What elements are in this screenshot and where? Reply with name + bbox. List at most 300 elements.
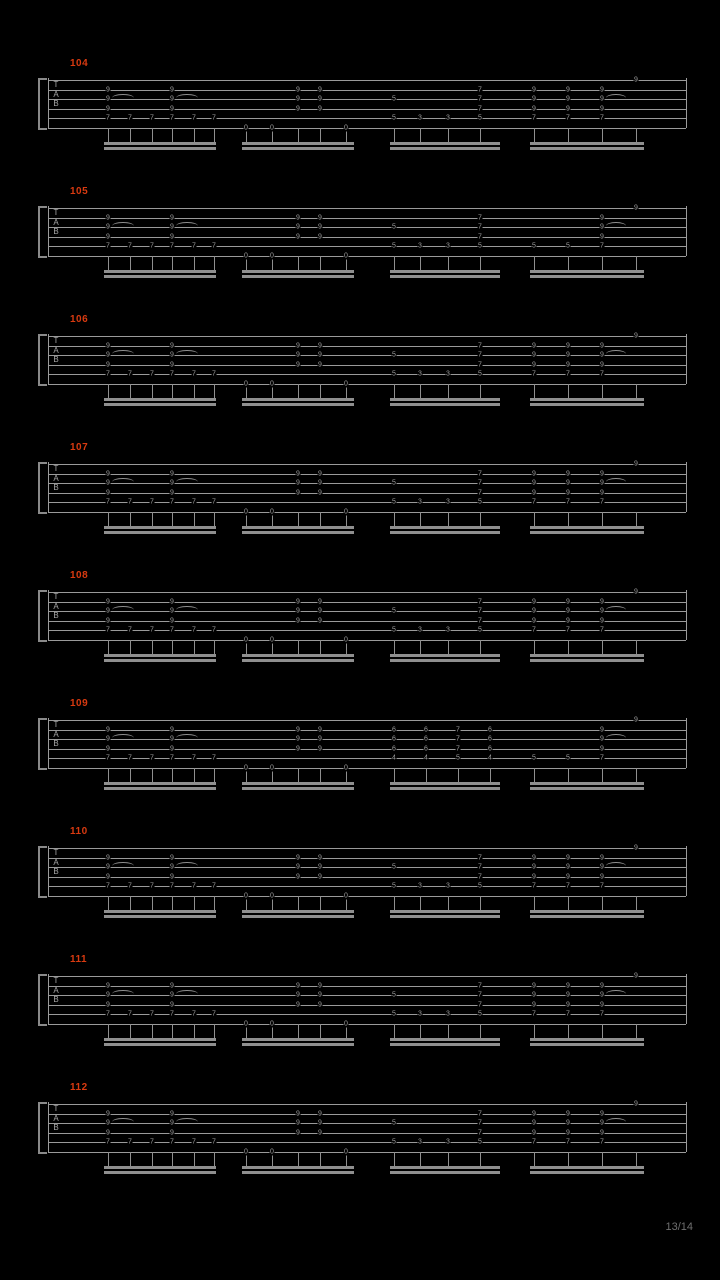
fret-number: 9	[634, 204, 638, 212]
fret-number: 3	[418, 626, 422, 634]
tab-clef-letter: B	[53, 739, 59, 749]
fret-number: 7	[532, 882, 536, 890]
fret-number: 9	[106, 214, 110, 222]
fret-number: 9	[296, 1001, 300, 1009]
note-stem	[214, 256, 215, 271]
fret-number: 0	[244, 1148, 248, 1156]
note-stem	[490, 768, 491, 783]
note-stem	[394, 384, 395, 399]
slur	[176, 862, 198, 870]
fret-number: 9	[106, 726, 110, 734]
beam	[104, 531, 216, 534]
note-stem	[534, 1152, 535, 1167]
fret-number: 9	[532, 863, 536, 871]
fret-number: 5	[532, 754, 536, 762]
fret-number: 7	[478, 361, 482, 369]
staff-line	[48, 365, 686, 366]
fret-number: 9	[600, 479, 604, 487]
fret-number: 0	[270, 764, 274, 772]
fret-number: 9	[170, 726, 174, 734]
staff-line	[48, 739, 686, 740]
staff-line	[48, 99, 686, 100]
fret-number: 6	[424, 745, 428, 753]
fret-number: 9	[634, 460, 638, 468]
note-stem	[298, 640, 299, 655]
fret-number: 9	[318, 214, 322, 222]
note-stem	[214, 384, 215, 399]
note-stem	[568, 512, 569, 527]
staff-line	[48, 464, 686, 465]
page-number: 13/14	[665, 1221, 693, 1233]
note-stem	[130, 512, 131, 527]
fret-number: 9	[600, 223, 604, 231]
fret-number: 5	[478, 882, 482, 890]
fret-number: 5	[478, 114, 482, 122]
fret-number: 5	[478, 370, 482, 378]
fret-number: 9	[318, 991, 322, 999]
measure-number: 106	[70, 314, 89, 325]
fret-number: 9	[106, 86, 110, 94]
fret-number: 7	[532, 1010, 536, 1018]
tab-clef-letter: B	[53, 227, 59, 237]
fret-number: 9	[296, 233, 300, 241]
beam	[390, 398, 500, 401]
slur	[112, 734, 134, 742]
fret-number: 7	[106, 1010, 110, 1018]
note-stem	[534, 384, 535, 399]
fret-number: 5	[392, 479, 396, 487]
note-stem	[636, 1152, 637, 1167]
note-stem	[602, 384, 603, 399]
beam	[390, 659, 500, 662]
beam	[530, 915, 644, 918]
system-bracket	[38, 334, 47, 386]
fret-number: 9	[106, 105, 110, 113]
fret-number: 9	[600, 470, 604, 478]
fret-number: 9	[170, 745, 174, 753]
fret-number: 5	[392, 882, 396, 890]
beam	[530, 654, 644, 657]
beam	[530, 1043, 644, 1046]
fret-number: 7	[170, 626, 174, 634]
note-stem	[568, 384, 569, 399]
staff-line	[48, 758, 686, 759]
system-bracket	[38, 462, 47, 514]
fret-number: 7	[128, 626, 132, 634]
note-stem	[194, 896, 195, 911]
fret-number: 7	[478, 479, 482, 487]
note-stem	[152, 1024, 153, 1039]
fret-number: 7	[600, 1138, 604, 1146]
fret-number: 9	[566, 598, 570, 606]
fret-number: 5	[392, 626, 396, 634]
barline	[686, 718, 687, 768]
barline	[686, 462, 687, 512]
fret-number: 5	[456, 754, 460, 762]
beam	[530, 403, 644, 406]
fret-number: 9	[296, 745, 300, 753]
note-stem	[394, 896, 395, 911]
beam	[390, 1166, 500, 1169]
note-stem	[320, 256, 321, 271]
staff-line	[48, 621, 686, 622]
note-stem	[602, 256, 603, 271]
fret-number: 9	[170, 351, 174, 359]
note-stem	[298, 384, 299, 399]
fret-number: 0	[244, 252, 248, 260]
barline	[48, 206, 49, 256]
staff-line	[48, 858, 686, 859]
note-stem	[172, 640, 173, 655]
slur	[176, 350, 198, 358]
beam	[104, 915, 216, 918]
tab-clef-letter: T	[53, 336, 59, 345]
fret-number: 9	[106, 854, 110, 862]
staff-line	[48, 630, 686, 631]
system-bracket	[38, 1102, 47, 1154]
beam	[530, 531, 644, 534]
staff-line	[48, 886, 686, 887]
tab-clef-letter: A	[53, 89, 59, 99]
note-stem	[108, 768, 109, 783]
fret-number: 9	[318, 873, 322, 881]
note-stem	[602, 512, 603, 527]
fret-number: 9	[566, 991, 570, 999]
fret-number: 7	[150, 1138, 154, 1146]
tab-clef-letter: T	[53, 848, 59, 857]
barline	[48, 462, 49, 512]
fret-number: 9	[296, 105, 300, 113]
fret-number: 7	[600, 754, 604, 762]
beam	[104, 1166, 216, 1169]
fret-number: 7	[478, 489, 482, 497]
note-stem	[480, 256, 481, 271]
fret-number: 7	[532, 498, 536, 506]
fret-number: 9	[634, 972, 638, 980]
fret-number: 9	[170, 1110, 174, 1118]
staff-line	[48, 90, 686, 91]
fret-number: 9	[318, 361, 322, 369]
tab-staff	[48, 332, 686, 388]
fret-number: 7	[600, 626, 604, 634]
fret-number: 6	[424, 726, 428, 734]
note-stem	[420, 256, 421, 271]
tab-clef-letter: A	[53, 729, 59, 739]
fret-number: 9	[318, 105, 322, 113]
fret-number: 9	[566, 863, 570, 871]
measure-number: 111	[70, 954, 88, 965]
system-bracket	[38, 718, 47, 770]
fret-number: 5	[478, 1138, 482, 1146]
staff-line	[48, 602, 686, 603]
fret-number: 9	[318, 982, 322, 990]
note-stem	[480, 1152, 481, 1167]
slur	[606, 606, 626, 614]
barline	[686, 334, 687, 384]
fret-number: 7	[106, 754, 110, 762]
fret-number: 7	[478, 233, 482, 241]
slur	[606, 862, 626, 870]
staff-line	[48, 246, 686, 247]
fret-number: 6	[488, 745, 492, 753]
tab-clef-letter: B	[53, 867, 59, 877]
fret-number: 5	[392, 370, 396, 378]
note-stem	[194, 1024, 195, 1039]
beam	[530, 910, 644, 913]
fret-number: 9	[532, 479, 536, 487]
fret-number: 9	[600, 1129, 604, 1137]
fret-number: 9	[532, 1129, 536, 1137]
beam	[104, 526, 216, 529]
fret-number: 9	[600, 982, 604, 990]
staff-line	[48, 208, 686, 209]
fret-number: 9	[296, 1119, 300, 1127]
fret-number: 7	[170, 882, 174, 890]
staff-line	[48, 611, 686, 612]
note-stem	[602, 128, 603, 143]
barline	[686, 1102, 687, 1152]
note-stem	[480, 512, 481, 527]
fret-number: 9	[296, 735, 300, 743]
staff-line	[48, 986, 686, 987]
note-stem	[420, 896, 421, 911]
fret-number: 5	[392, 991, 396, 999]
tab-clef	[50, 976, 62, 1005]
fret-number: 9	[296, 95, 300, 103]
slur	[606, 94, 626, 102]
fret-number: 9	[170, 617, 174, 625]
fret-number: 9	[600, 105, 604, 113]
fret-number: 9	[106, 233, 110, 241]
tab-staff	[48, 844, 686, 900]
fret-number: 9	[170, 735, 174, 743]
note-stem	[636, 128, 637, 143]
note-stem	[152, 896, 153, 911]
staff-line	[48, 374, 686, 375]
fret-number: 9	[170, 607, 174, 615]
fret-number: 3	[446, 114, 450, 122]
beam	[530, 270, 644, 273]
note-stem	[130, 1152, 131, 1167]
fret-number: 0	[344, 892, 348, 900]
fret-number: 0	[244, 124, 248, 132]
fret-number: 5	[392, 1138, 396, 1146]
beam	[530, 142, 644, 145]
note-stem	[130, 768, 131, 783]
fret-number: 0	[270, 380, 274, 388]
note-stem	[108, 1024, 109, 1039]
fret-number: 6	[488, 735, 492, 743]
note-stem	[194, 768, 195, 783]
fret-number: 9	[318, 726, 322, 734]
fret-number: 7	[128, 1010, 132, 1018]
fret-number: 5	[392, 1119, 396, 1127]
staff-line	[48, 474, 686, 475]
tab-staff	[48, 204, 686, 260]
note-stem	[320, 128, 321, 143]
note-stem	[298, 768, 299, 783]
note-stem	[448, 896, 449, 911]
fret-number: 7	[478, 854, 482, 862]
note-stem	[426, 768, 427, 783]
note-stem	[194, 1152, 195, 1167]
note-stem	[568, 768, 569, 783]
fret-number: 7	[150, 754, 154, 762]
note-stem	[194, 256, 195, 271]
fret-number: 7	[170, 370, 174, 378]
fret-number: 0	[270, 124, 274, 132]
fret-number: 7	[532, 114, 536, 122]
fret-number: 9	[106, 1119, 110, 1127]
note-stem	[130, 1024, 131, 1039]
beam	[104, 147, 216, 150]
fret-number: 7	[212, 626, 216, 634]
slur	[606, 1118, 626, 1126]
beam	[104, 1038, 216, 1041]
fret-number: 9	[170, 991, 174, 999]
fret-number: 7	[478, 342, 482, 350]
fret-number: 9	[170, 873, 174, 881]
note-stem	[172, 128, 173, 143]
fret-number: 7	[212, 114, 216, 122]
barline	[48, 846, 49, 896]
barline	[686, 206, 687, 256]
fret-number: 7	[566, 882, 570, 890]
slur	[176, 990, 198, 998]
fret-number: 9	[566, 1119, 570, 1127]
slur	[112, 94, 134, 102]
fret-number: 9	[296, 479, 300, 487]
note-stem	[108, 1152, 109, 1167]
fret-number: 7	[192, 242, 196, 250]
fret-number: 9	[566, 361, 570, 369]
fret-number: 3	[446, 882, 450, 890]
note-stem	[636, 384, 637, 399]
fret-number: 7	[478, 86, 482, 94]
note-stem	[420, 640, 421, 655]
fret-number: 3	[418, 370, 422, 378]
fret-number: 9	[106, 617, 110, 625]
fret-number: 7	[600, 498, 604, 506]
note-stem	[320, 512, 321, 527]
fret-number: 7	[128, 1138, 132, 1146]
fret-number: 7	[532, 370, 536, 378]
note-stem	[172, 1152, 173, 1167]
fret-number: 9	[532, 95, 536, 103]
fret-number: 7	[478, 95, 482, 103]
fret-number: 7	[212, 498, 216, 506]
fret-number: 7	[192, 754, 196, 762]
note-stem	[636, 896, 637, 911]
fret-number: 9	[318, 863, 322, 871]
beam	[390, 787, 500, 790]
fret-number: 7	[478, 863, 482, 871]
staff-line	[48, 749, 686, 750]
fret-number: 7	[170, 242, 174, 250]
fret-number: 9	[318, 617, 322, 625]
barline	[48, 1102, 49, 1152]
tab-clef	[50, 848, 62, 877]
note-stem	[568, 640, 569, 655]
note-stem	[194, 128, 195, 143]
fret-number: 5	[392, 863, 396, 871]
tab-clef-letter: B	[53, 995, 59, 1005]
fret-number: 4	[488, 754, 492, 762]
tab-clef-letter: A	[53, 985, 59, 995]
system-bracket	[38, 590, 47, 642]
fret-number: 9	[106, 223, 110, 231]
fret-number: 9	[600, 873, 604, 881]
note-stem	[152, 384, 153, 399]
fret-number: 9	[296, 982, 300, 990]
beam	[390, 526, 500, 529]
fret-number: 9	[170, 1001, 174, 1009]
note-stem	[420, 384, 421, 399]
fret-number: 0	[244, 764, 248, 772]
fret-number: 5	[566, 242, 570, 250]
system-bracket	[38, 206, 47, 258]
note-stem	[108, 896, 109, 911]
fret-number: 7	[212, 882, 216, 890]
beam	[242, 1043, 354, 1046]
note-stem	[214, 896, 215, 911]
fret-number: 9	[106, 863, 110, 871]
note-stem	[568, 128, 569, 143]
note-stem	[534, 512, 535, 527]
staff-line	[48, 848, 686, 849]
staff-line	[48, 867, 686, 868]
fret-number: 9	[170, 95, 174, 103]
note-stem	[214, 1024, 215, 1039]
fret-number: 9	[318, 1119, 322, 1127]
note-stem	[152, 512, 153, 527]
note-stem	[214, 512, 215, 527]
fret-number: 9	[170, 489, 174, 497]
fret-number: 9	[532, 617, 536, 625]
fret-number: 3	[446, 498, 450, 506]
fret-number: 7	[192, 1010, 196, 1018]
staff-line	[48, 1142, 686, 1143]
staff-line	[48, 1024, 686, 1025]
staff-line	[48, 592, 686, 593]
note-stem	[636, 256, 637, 271]
note-stem	[172, 768, 173, 783]
beam	[530, 1171, 644, 1174]
note-stem	[394, 768, 395, 783]
slur	[176, 478, 198, 486]
fret-number: 7	[150, 882, 154, 890]
fret-number: 6	[424, 735, 428, 743]
fret-number: 5	[478, 242, 482, 250]
note-stem	[108, 256, 109, 271]
fret-number: 7	[128, 754, 132, 762]
staff-line	[48, 1133, 686, 1134]
fret-number: 9	[296, 351, 300, 359]
fret-number: 9	[566, 617, 570, 625]
fret-number: 3	[446, 242, 450, 250]
fret-number: 9	[566, 607, 570, 615]
note-stem	[636, 768, 637, 783]
fret-number: 7	[192, 370, 196, 378]
tab-clef-letter: T	[53, 1104, 59, 1113]
fret-number: 7	[128, 882, 132, 890]
note-stem	[534, 640, 535, 655]
note-stem	[448, 384, 449, 399]
fret-number: 5	[392, 498, 396, 506]
beam	[104, 275, 216, 278]
slur	[112, 862, 134, 870]
fret-number: 9	[634, 716, 638, 724]
